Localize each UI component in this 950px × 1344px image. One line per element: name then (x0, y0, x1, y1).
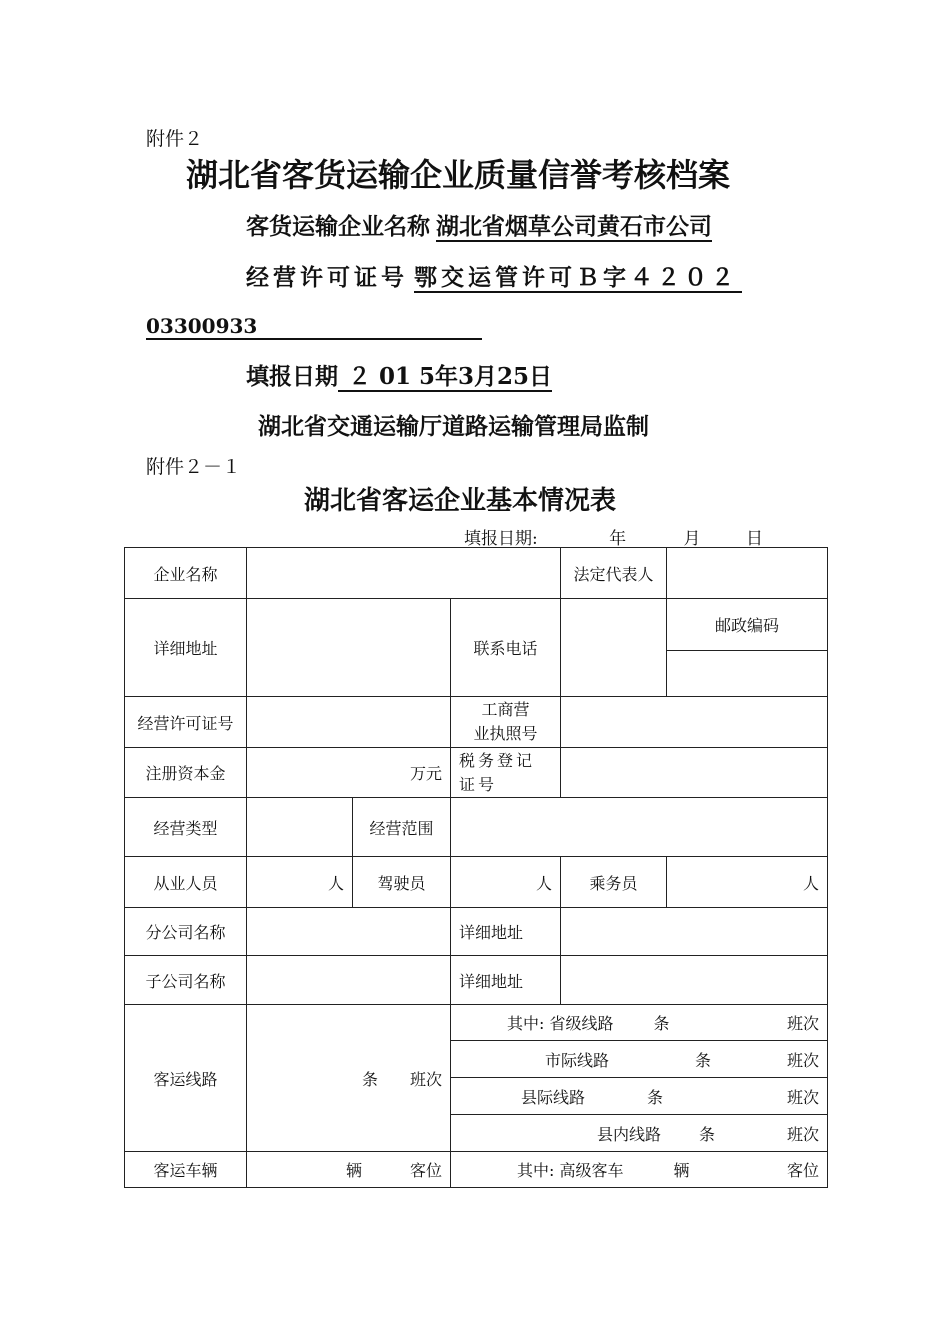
table-row (125, 697, 828, 748)
form-date-month: 月 (683, 529, 701, 549)
phone-label: 联系电话 (451, 599, 561, 697)
attendant-unit: 人 (803, 873, 820, 893)
form-date-label: 填报日期: (464, 529, 538, 549)
route-city-trips: 班次 (787, 1050, 820, 1070)
vehicles-total-field[interactable] (247, 1152, 451, 1188)
route-provincial-unit: 条 (653, 1014, 670, 1033)
vehicle-senior-unit: 辆 (673, 1161, 690, 1180)
subsidiary-address-label: 详细地址 (451, 956, 561, 1005)
wan-yuan-unit: 万元 (409, 764, 442, 783)
legal-rep-label: 法定代表人 (561, 548, 667, 599)
branch-name-label: 分公司名称 (125, 908, 247, 956)
business-license-field[interactable] (561, 697, 828, 748)
subsidiary-address-field[interactable] (561, 956, 828, 1005)
address-field[interactable] (247, 599, 451, 697)
routes-total-field[interactable] (247, 1005, 451, 1152)
route-county-unit: 条 (647, 1087, 664, 1107)
table-row (125, 1152, 828, 1188)
route-county-trips: 班次 (787, 1087, 820, 1107)
postcode-label: 邮政编码 (667, 599, 828, 651)
attendant-label: 乘务员 (561, 857, 667, 908)
vehicle-senior-seats: 客位 (787, 1161, 820, 1180)
permit-value-line1: 鄂交运管许可Ｂ字４２０２ (414, 264, 742, 293)
branch-address-label: 详细地址 (451, 908, 561, 956)
route-city-label: 市际线路 (545, 1050, 610, 1070)
branch-address-field[interactable] (561, 908, 828, 956)
company-row (246, 208, 712, 241)
business-type-label: 经营类型 (125, 798, 247, 857)
route-provincial-trips: 班次 (787, 1014, 820, 1033)
route-in-county-trips: 班次 (787, 1124, 820, 1144)
fill-date-row (246, 358, 552, 391)
routes-total-unit: 条 (361, 1069, 378, 1089)
enterprise-info-table (124, 547, 828, 1188)
table-row (125, 857, 828, 908)
driver-field[interactable] (451, 857, 561, 908)
table-row (125, 908, 828, 956)
routes-total-trips: 班次 (409, 1069, 442, 1089)
table-row (125, 1005, 828, 1041)
route-in-county-label: 县内线路 (597, 1124, 662, 1144)
table-row (125, 548, 828, 599)
annex-label: 附件２ (146, 128, 204, 150)
registered-capital-field[interactable] (247, 748, 451, 798)
vehicles-total-unit: 辆 (345, 1161, 362, 1180)
enterprise-name-label: 企业名称 (125, 548, 247, 599)
enterprise-name-field[interactable] (247, 548, 561, 599)
fill-date-label: 填报日期 (246, 363, 338, 390)
table-row (125, 956, 828, 1005)
staff-field[interactable] (247, 857, 353, 908)
permit-value-line2: 03300933 (146, 314, 482, 340)
main-title: 湖北省客货运输企业质量信誉考核档案 (186, 156, 731, 194)
business-scope-field[interactable] (451, 798, 828, 857)
business-type-field[interactable] (247, 798, 353, 857)
route-provincial-row[interactable] (451, 1005, 828, 1041)
table-row (125, 798, 828, 857)
fill-date-value: ２ 01 5年3月25日 (338, 363, 552, 392)
table-row (125, 748, 828, 798)
vehicle-senior-row[interactable] (451, 1152, 828, 1188)
supervisor-line: 湖北省交通运输厅道路运输管理局监制 (258, 413, 649, 440)
vehicles-label: 客运车辆 (125, 1152, 247, 1188)
company-label: 客货运输企业名称 (246, 213, 430, 240)
subsidiary-name-field[interactable] (247, 956, 451, 1005)
address-label: 详细地址 (125, 599, 247, 697)
route-in-county-row[interactable] (451, 1115, 828, 1152)
postcode-field[interactable] (667, 651, 828, 697)
route-provincial-label: 其中: 省级线路 (507, 1014, 614, 1033)
permit-no-label: 经营许可证号 (125, 697, 247, 748)
vehicle-senior-label: 其中: 高级客车 (517, 1161, 624, 1180)
vehicles-total-seats: 客位 (409, 1161, 442, 1180)
tax-reg-label: 税务登记证号 (451, 748, 561, 798)
business-scope-label: 经营范围 (353, 798, 451, 857)
staff-label: 从业人员 (125, 857, 247, 908)
legal-rep-field[interactable] (667, 548, 828, 599)
form-annex-label: 附件２－１ (146, 456, 242, 478)
form-title: 湖北省客运企业基本情况表 (304, 486, 617, 516)
route-in-county-unit: 条 (699, 1124, 716, 1144)
phone-field[interactable] (561, 599, 667, 697)
table-row (125, 599, 828, 651)
driver-label: 驾驶员 (353, 857, 451, 908)
registered-capital-label: 注册资本金 (125, 748, 247, 798)
subsidiary-name-label: 子公司名称 (125, 956, 247, 1005)
routes-label: 客运线路 (125, 1005, 247, 1152)
form-date-row (464, 524, 763, 549)
route-county-row[interactable] (451, 1078, 828, 1115)
driver-unit: 人 (536, 873, 553, 893)
permit-label: 经营许可证号 (246, 264, 408, 291)
company-value: 湖北省烟草公司黄石市公司 (436, 213, 712, 240)
business-license-label: 工商营 业执照号 (451, 697, 561, 748)
attendant-field[interactable] (667, 857, 828, 908)
form-date-year: 年 (609, 529, 627, 549)
route-city-row[interactable] (451, 1041, 828, 1078)
branch-name-field[interactable] (247, 908, 451, 956)
permit-no-field[interactable] (247, 697, 451, 748)
tax-reg-field[interactable] (561, 748, 828, 798)
permit-row (246, 259, 742, 292)
route-county-label: 县际线路 (521, 1087, 586, 1107)
route-city-unit: 条 (695, 1050, 712, 1070)
staff-unit: 人 (327, 873, 344, 893)
form-date-day: 日 (745, 529, 763, 549)
